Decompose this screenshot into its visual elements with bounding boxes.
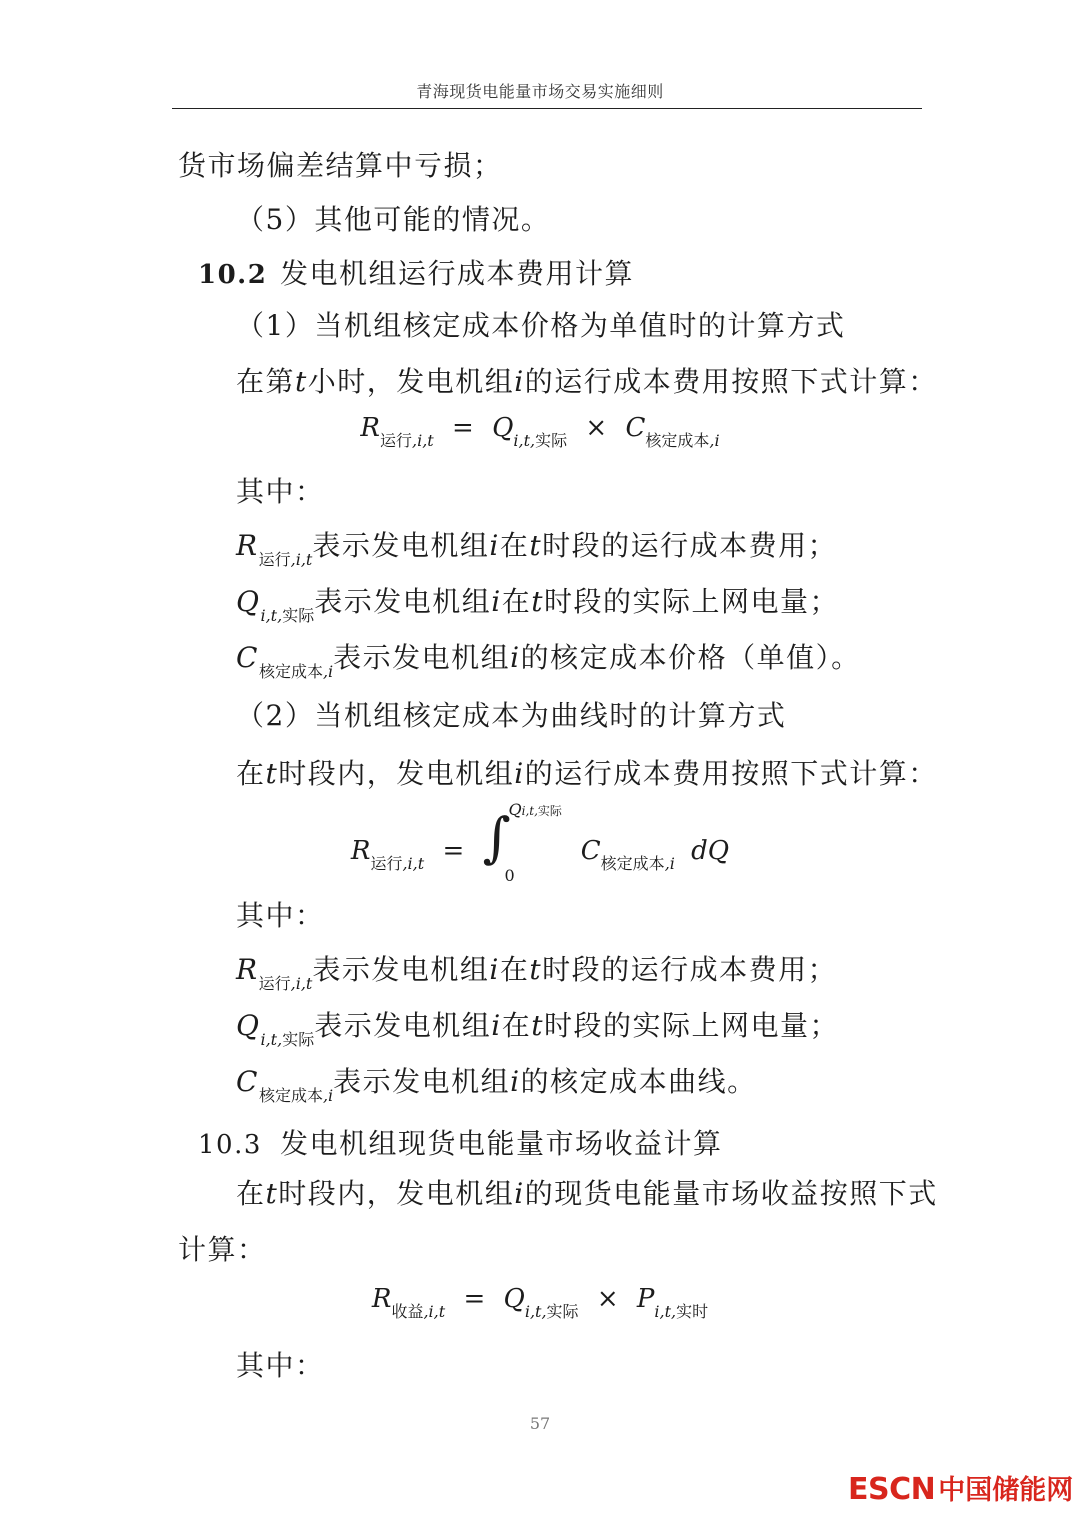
formula-subscript: i,t, <box>654 1302 677 1321</box>
case-2-title: （2）当机组核定成本为曲线时的计算方式 <box>236 699 787 732</box>
where-label-3: 其中： <box>236 1349 325 1382</box>
def-symbol: Q <box>236 1009 261 1042</box>
def-subscript-cn: 运行 <box>258 550 291 569</box>
formula-subscript-cn: 实际 <box>546 1302 579 1321</box>
intro-text: 小时，发电机组 <box>307 365 515 398</box>
def-text: 表示发电机组 <box>314 1009 492 1042</box>
var-i: i <box>489 953 500 986</box>
equals-sign: = <box>442 836 465 866</box>
formula-symbol: Q <box>503 1284 525 1314</box>
formula-2 <box>0 800 1080 885</box>
case-3-continuation: 计算： <box>178 1233 267 1266</box>
var-t: t <box>265 1177 279 1210</box>
var-t: t <box>529 953 543 986</box>
def-subscript-cn: 运行 <box>258 974 291 993</box>
var-t: t <box>529 529 543 562</box>
def-subscript-cn: 核定成本 <box>258 1086 323 1105</box>
formula-symbol: Q <box>492 413 514 443</box>
header-rule <box>172 108 922 109</box>
definition-c-2 <box>236 1060 757 1105</box>
var-t: t <box>531 585 544 618</box>
section-number: 10.3 <box>198 1130 262 1160</box>
upper-subscript-cn: 实际 <box>537 804 562 818</box>
section-10-3-heading <box>198 1122 723 1162</box>
intro-text: 在 <box>236 757 266 790</box>
var-i: i <box>489 529 500 562</box>
formula-subscript: ,i,t <box>412 431 434 450</box>
definition-c-1 <box>236 636 861 681</box>
def-subscript: ,i,t <box>290 550 313 569</box>
definition-q-2 <box>236 1004 839 1049</box>
intro-text: 的现货电能量市场收益按照下式 <box>524 1177 938 1210</box>
equals-sign: = <box>463 1284 486 1314</box>
formula-3 <box>0 1284 1080 1321</box>
def-text: 表示发电机组 <box>333 1065 511 1098</box>
def-subscript: ,i <box>322 1086 334 1105</box>
formula-subscript: ,i,t <box>423 1302 446 1321</box>
def-text: 在 <box>501 1009 532 1042</box>
intro-text: 时段内，发电机组 <box>278 757 515 790</box>
def-symbol: C <box>236 641 259 674</box>
formula-symbol: R <box>350 836 371 866</box>
def-text: 在 <box>499 529 530 562</box>
page-header: 青海现货电能量市场交易实施细则 <box>416 82 664 101</box>
page-number: 57 <box>529 1414 551 1433</box>
formula-symbol: R <box>360 413 380 443</box>
def-symbol: R <box>236 529 259 562</box>
case-1-intro <box>236 360 938 400</box>
case-3-intro <box>236 1172 938 1212</box>
formula-symbol: C <box>625 413 646 443</box>
def-symbol: R <box>236 953 259 986</box>
list-item-5: （5）其他可能的情况。 <box>236 203 551 236</box>
definition-r-2 <box>236 948 838 993</box>
var-i: i <box>514 757 525 790</box>
def-symbol: Q <box>236 585 261 618</box>
times-sign: × <box>596 1284 619 1314</box>
case-1-title: （1）当机组核定成本价格为单值时的计算方式 <box>236 309 846 342</box>
def-text: 时段的运行成本费用； <box>542 953 838 986</box>
formula-subscript-cn: 实时 <box>676 1302 709 1321</box>
formula-subscript-cn: 核定成本 <box>645 431 710 450</box>
formula-symbol: R <box>371 1284 392 1314</box>
where-label-1: 其中： <box>236 475 325 508</box>
var-t: t <box>265 757 279 790</box>
def-text: 表示发电机组 <box>312 953 490 986</box>
formula-subscript-cn: 收益 <box>391 1302 424 1321</box>
var-i: i <box>491 585 502 618</box>
formula-symbol: C <box>580 836 601 866</box>
def-subscript-cn: 实际 <box>282 606 315 625</box>
def-subscript-cn: 核定成本 <box>258 662 323 681</box>
formula-subscript: i,t, <box>524 1302 547 1321</box>
watermark-site: 中国储能网 <box>938 1475 1074 1506</box>
intro-text: 在 <box>236 1177 266 1210</box>
var-i: i <box>510 1065 521 1098</box>
def-text: 在 <box>501 585 532 618</box>
def-text: 在 <box>499 953 530 986</box>
intro-text: 的运行成本费用按照下式计算： <box>524 757 938 790</box>
def-text: 的核定成本价格（单值）。 <box>520 641 861 674</box>
formula-subscript-cn: 运行 <box>370 854 403 873</box>
def-text: 表示发电机组 <box>312 529 490 562</box>
formula-subscript-cn: 核定成本 <box>600 854 665 873</box>
formula-subscript-cn: 实际 <box>535 431 568 450</box>
equals-sign: = <box>452 413 474 443</box>
case-2-intro <box>236 752 938 792</box>
def-subscript: ,i <box>322 662 334 681</box>
definition-q-1 <box>236 580 839 625</box>
def-text: 时段的实际上网电量； <box>543 585 839 618</box>
def-subscript: i,t, <box>260 606 283 625</box>
integral-lower-limit: 0 <box>504 866 515 885</box>
watermark-brand: ESCN <box>848 1472 936 1507</box>
var-i: i <box>491 1009 502 1042</box>
formula-subscript-cn: 运行 <box>380 431 413 450</box>
where-label-2: 其中： <box>236 899 325 932</box>
var-i: i <box>510 641 521 674</box>
intro-text: 的运行成本费用按照下式计算： <box>524 365 938 398</box>
formula-symbol: P <box>636 1284 655 1314</box>
def-subscript: i,t, <box>260 1030 283 1049</box>
section-10-2-heading <box>198 252 634 292</box>
section-title: 发电机组运行成本费用计算 <box>280 257 635 290</box>
times-sign: × <box>585 413 608 443</box>
formula-subscript: i,t, <box>513 431 536 450</box>
paragraph-continuation: 货市场偏差结算中亏损； <box>178 149 503 182</box>
section-number: 10.2 <box>198 260 268 290</box>
def-text: 时段的运行成本费用； <box>542 529 838 562</box>
formula-1 <box>0 413 1080 450</box>
def-text: 表示发电机组 <box>333 641 511 674</box>
var-i: i <box>514 1177 525 1210</box>
var-i: i <box>514 365 525 398</box>
integral-upper-limit <box>509 800 562 819</box>
formula-subscript: ,i <box>664 854 675 873</box>
def-subscript-cn: 实际 <box>282 1030 315 1049</box>
def-symbol: C <box>236 1065 259 1098</box>
differential: dQ <box>691 836 730 866</box>
definition-r-1 <box>236 524 838 569</box>
def-subscript: ,i,t <box>290 974 313 993</box>
var-t: t <box>295 365 308 398</box>
intro-text: 在第 <box>236 365 296 398</box>
integral-sign: ∫ <box>482 806 511 869</box>
formula-subscript: ,i,t <box>402 854 425 873</box>
upper-symbol: Q <box>508 800 522 819</box>
integral-block <box>482 800 573 885</box>
var-t: t <box>531 1009 544 1042</box>
def-text: 的核定成本曲线。 <box>520 1065 757 1098</box>
section-title: 发电机组现货电能量市场收益计算 <box>280 1127 723 1160</box>
intro-text: 时段内，发电机组 <box>278 1177 515 1210</box>
escn-watermark <box>848 1468 1073 1507</box>
def-text: 时段的实际上网电量； <box>543 1009 839 1042</box>
upper-subscript: i,t, <box>521 804 538 818</box>
formula-subscript: ,i <box>709 431 720 450</box>
def-text: 表示发电机组 <box>314 585 492 618</box>
